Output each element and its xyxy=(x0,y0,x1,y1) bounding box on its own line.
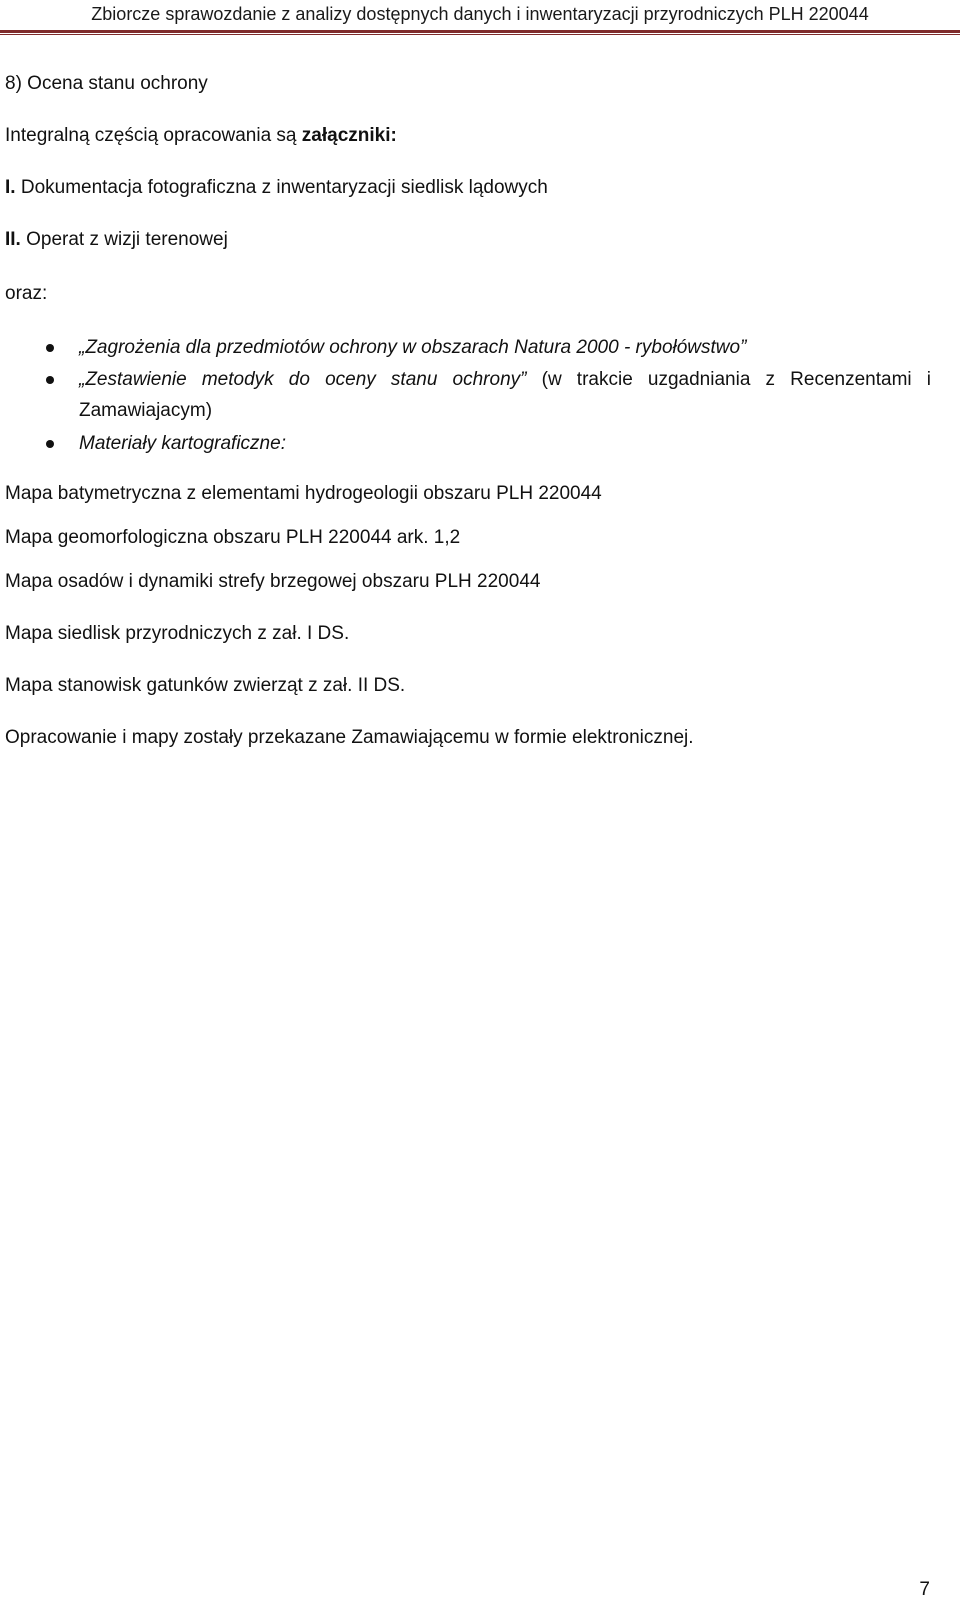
also-label: oraz: xyxy=(5,283,48,304)
bullet-dot xyxy=(46,344,54,352)
attachments-intro-bold: załączniki: xyxy=(301,125,397,146)
map-item: Mapa osadów i dynamiki strefy brzegowej obszaru PLH 220044 xyxy=(5,571,541,592)
list-item xyxy=(79,364,931,426)
closing-paragraph: Opracowanie i mapy zostały przekazane Zamawiającemu w formie elektronicznej. xyxy=(5,727,694,748)
list-item-italic: „Zestawienie metodyk do oceny stanu ochrony” xyxy=(79,369,527,390)
section-heading: 8) Ocena stanu ochrony xyxy=(5,73,208,94)
header-rule-thin xyxy=(0,34,960,35)
list-item-italic: „Zagrożenia dla przedmiotów ochrony w obszarach Natura 2000 - rybołówstwo” xyxy=(79,337,747,358)
attachment-text: Dokumentacja fotograficzna z inwentaryzacji siedlisk lądowych xyxy=(15,177,548,198)
attachments-intro-text: Integralną częścią opracowania są xyxy=(5,125,302,146)
attachments-intro xyxy=(5,124,397,148)
map-item: Mapa stanowisk gatunków zwierząt z zał. II DS. xyxy=(5,675,406,696)
bullet-dot xyxy=(46,440,54,448)
list-item xyxy=(79,428,286,459)
map-item: Mapa siedlisk przyrodniczych z zał. I DS. xyxy=(5,623,350,644)
list-item-text: (w trakcie uzgadniania z Recenzentami i Zamawiajacym) xyxy=(79,369,931,421)
list-item-italic: Materiały kartograficzne: xyxy=(79,433,286,454)
page-number: 7 xyxy=(919,1579,930,1600)
attachment-numeral: II. xyxy=(5,229,21,250)
list-item xyxy=(79,332,746,363)
header-title: Zbiorcze sprawozdanie z analizy dostępnych danych i inwentaryzacji przyrodniczych PLH 220044 xyxy=(91,4,869,24)
attachment-text: Operat z wizji terenowej xyxy=(20,229,228,250)
attachment-item xyxy=(5,228,228,252)
attachment-numeral: I. xyxy=(5,177,16,198)
page-header xyxy=(0,0,960,36)
header-rule xyxy=(0,30,960,33)
bullet-dot xyxy=(46,376,54,384)
attachment-item xyxy=(5,176,548,200)
map-item: Mapa batymetryczna z elementami hydrogeologii obszaru PLH 220044 xyxy=(5,483,602,504)
map-item: Mapa geomorfologiczna obszaru PLH 220044 ark. 1,2 xyxy=(5,527,461,548)
